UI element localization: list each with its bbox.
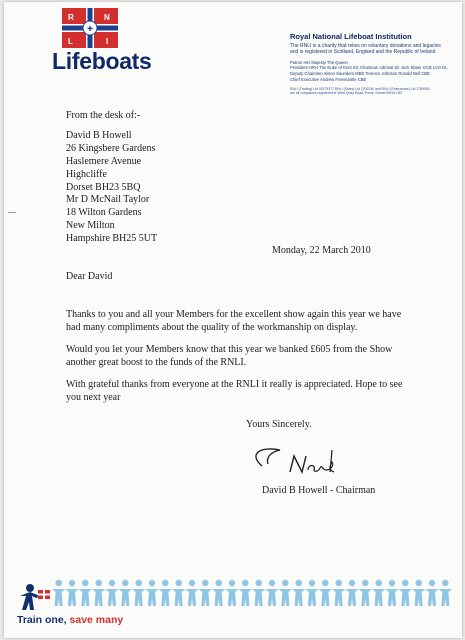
salutation: Dear David [66, 271, 113, 282]
child-figure [239, 580, 252, 606]
institution-name: Royal National Lifeboat Institution [290, 32, 412, 41]
flag-letter: R [68, 13, 74, 22]
child-figure [305, 580, 318, 606]
signatory: David B Howell - Chairman [262, 485, 376, 496]
flag-letter: I [106, 37, 109, 46]
sender-address: David B Howell 26 Kingsbere Gardens Haslemere Avenue Highcliffe Dorset BH23 5BQ [66, 130, 156, 193]
body-paragraph: Would you let your Members know that this year we banked £605 from the Show another great boost to the funds of the RNLI. [66, 344, 393, 368]
child-figure [159, 580, 172, 606]
letter-page [4, 2, 462, 638]
child-figure [399, 580, 412, 606]
child-figure [292, 580, 305, 606]
child-figure [79, 580, 92, 606]
institution-legal: RNLI (Trading) Ltd 00175377 RNLI (Sales) Ltd 2202240 and RNLI (Enterprises) Ltd 1789090 are all companies registered at West Quay Road, Poole, Dorset BH15 1HZ [290, 86, 430, 96]
child-figure [145, 580, 158, 606]
rnli-footer-flag-icon [16, 582, 52, 612]
child-figure [332, 580, 345, 606]
institution-intro: The RNLI is a charity that relies on voluntary donations and legacies and is registered in Scotland, England and the Republic of Ireland [290, 43, 441, 56]
child-figure [65, 580, 78, 606]
child-figure [279, 580, 292, 606]
child-figure [212, 580, 225, 606]
child-figure [385, 580, 398, 606]
institution-officers: Patron Her Majesty The Queen President HRH The Duke of Kent KG Chairman Admiral Sir Jock Slater GCB LVO DL Deputy Chairmen Alison Saunders MBE Terence Johnson Ronald Nell CBE Chief Executive Andrew Freemantle CBE [290, 59, 448, 82]
child-figure [119, 580, 132, 606]
lifeboats-wordmark: Lifeboats [52, 48, 152, 74]
child-figure [225, 580, 238, 606]
rnli-flag-logo [62, 8, 118, 48]
child-figure [92, 580, 105, 606]
child-figure [185, 580, 198, 606]
letter-date: Monday, 22 March 2010 [272, 245, 371, 256]
child-figure [199, 580, 212, 606]
children-figures-decoration [52, 578, 452, 608]
child-figure [252, 580, 265, 606]
body-paragraph: Thanks to you and all your Members for the excellent show again this year we have had many compliments about the quality of the workmanship on display. [66, 309, 402, 333]
recipient-address: Mr D McNail Taylor 18 Wilton Gardens New Milton Hampshire BH25 5UT [66, 194, 158, 244]
child-figure [412, 580, 425, 606]
child-figure [319, 580, 332, 606]
child-figure [425, 580, 438, 606]
tagline [17, 614, 123, 626]
child-figure [372, 580, 385, 606]
closing: Yours Sincerely. [246, 419, 312, 430]
from-label: From the desk of:- [66, 110, 141, 121]
child-figure [265, 580, 278, 606]
child-figure [105, 580, 118, 606]
child-figure [439, 580, 452, 606]
handwritten-signature [246, 442, 366, 482]
body-paragraph: With grateful thanks from everyone at the RNLI it really is appreciated. Hope to see you next year [66, 379, 403, 403]
child-figure [52, 580, 65, 606]
tagline-part1: Train one, [17, 614, 70, 626]
flag-letter: N [104, 13, 110, 22]
svg-text:✚: ✚ [87, 26, 93, 33]
institution-info [290, 32, 460, 95]
tagline-part2: save many [69, 614, 124, 626]
child-figure [132, 580, 145, 606]
child-figure [172, 580, 185, 606]
fold-mark [8, 212, 16, 213]
child-figure [345, 580, 358, 606]
flag-letter: L [68, 37, 73, 46]
child-figure [359, 580, 372, 606]
